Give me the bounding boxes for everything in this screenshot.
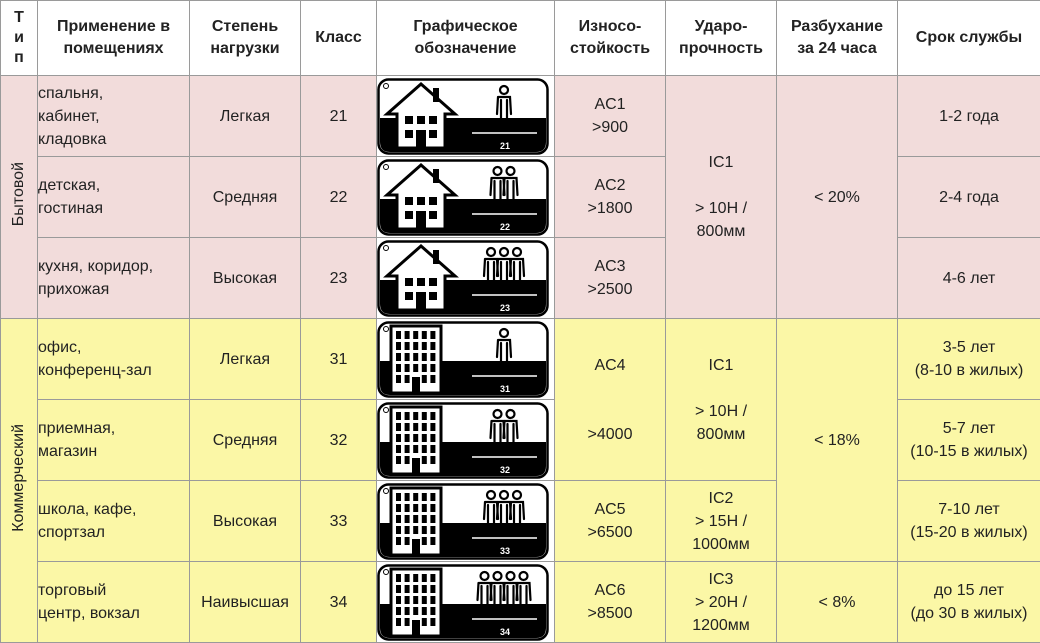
group-home: [1, 76, 38, 319]
table-row: [1, 319, 1040, 400]
icon-class-label: 21: [500, 141, 510, 151]
office-building-icon: [377, 483, 549, 560]
cell-class: 31: [301, 319, 377, 400]
cell-service: 2-4 года: [898, 157, 1040, 238]
house-icon: [377, 159, 549, 236]
cell-symbol: [377, 562, 555, 643]
cell-swelling: < 8%: [777, 562, 898, 643]
cell-class: 33: [301, 481, 377, 562]
cell-impact: IC2 > 15Н / 1000мм: [666, 481, 777, 562]
cell-application: детская, гостиная: [38, 157, 190, 238]
cell-swelling-comm: < 18%: [777, 319, 898, 562]
cell-service: 3-5 лет (8-10 в жилых): [898, 319, 1040, 400]
cell-application: кухня, коридор, прихожая: [38, 238, 190, 319]
icon-class-label: 33: [500, 546, 510, 556]
cell-symbol: [377, 157, 555, 238]
office-building-icon: [377, 564, 549, 641]
icon-class-label: 32: [500, 465, 510, 475]
cell-symbol: [377, 238, 555, 319]
cell-load: Высокая: [190, 481, 301, 562]
header-impact: Ударо- прочность: [666, 1, 777, 76]
header-swelling: Разбухание за 24 часа: [777, 1, 898, 76]
cell-class: 21: [301, 76, 377, 157]
office-building-icon: [377, 402, 549, 479]
group-commercial: [1, 319, 38, 643]
cell-load: Легкая: [190, 76, 301, 157]
cell-service: до 15 лет (до 30 в жилых): [898, 562, 1040, 643]
table-row: [1, 76, 1040, 157]
icon-class-label: 22: [500, 222, 510, 232]
cell-impact-comm: IC1 > 10Н / 800мм: [666, 319, 777, 481]
cell-class: 23: [301, 238, 377, 319]
cell-class: 22: [301, 157, 377, 238]
cell-service: 5-7 лет (10-15 в жилых): [898, 400, 1040, 481]
house-icon: [377, 78, 549, 155]
header-load: Степень нагрузки: [190, 1, 301, 76]
cell-abrasion: AC2 >1800: [555, 157, 666, 238]
cell-symbol: [377, 400, 555, 481]
cell-class: 34: [301, 562, 377, 643]
icon-class-label: 31: [500, 384, 510, 394]
house-icon: [377, 240, 549, 317]
cell-application: торговый центр, вокзал: [38, 562, 190, 643]
cell-load: Легкая: [190, 319, 301, 400]
icon-class-label: 34: [500, 627, 510, 637]
cell-abrasion: AC5 >6500: [555, 481, 666, 562]
cell-load: Средняя: [190, 400, 301, 481]
header-row: [1, 1, 1040, 76]
header-symbol: Графическое обозначение: [377, 1, 555, 76]
group-home-label: Бытовой: [10, 162, 28, 226]
cell-abrasion: AC6 >8500: [555, 562, 666, 643]
cell-application: приемная, магазин: [38, 400, 190, 481]
cell-service: 7-10 лет (15-20 в жилых): [898, 481, 1040, 562]
cell-service: 1-2 года: [898, 76, 1040, 157]
cell-symbol: [377, 481, 555, 562]
cell-load: Средняя: [190, 157, 301, 238]
header-application: Применение в помещениях: [38, 1, 190, 76]
header-type: Т и п: [1, 1, 38, 76]
cell-load: Высокая: [190, 238, 301, 319]
cell-impact: IC3 > 20Н / 1200мм: [666, 562, 777, 643]
cell-impact-home: IC1 > 10Н / 800мм: [666, 76, 777, 319]
cell-service: 4-6 лет: [898, 238, 1040, 319]
cell-application: школа, кафе, спортзал: [38, 481, 190, 562]
group-commercial-label: Коммерческий: [10, 424, 28, 532]
cell-abrasion-comm: AC4 >4000: [555, 319, 666, 481]
cell-application: офис, конференц-зал: [38, 319, 190, 400]
cell-abrasion: AC1 >900: [555, 76, 666, 157]
cell-load: Наивысшая: [190, 562, 301, 643]
office-building-icon: [377, 321, 549, 398]
header-abrasion: Износо- стойкость: [555, 1, 666, 76]
icon-class-label: 23: [500, 303, 510, 313]
cell-swelling-home: < 20%: [777, 76, 898, 319]
cell-symbol: [377, 76, 555, 157]
header-service: Срок службы: [898, 1, 1040, 76]
cell-class: 32: [301, 400, 377, 481]
cell-symbol: [377, 319, 555, 400]
cell-application: спальня, кабинет, кладовка: [38, 76, 190, 157]
header-class: Класс: [301, 1, 377, 76]
table-row: [1, 562, 1040, 643]
cell-abrasion: AC3 >2500: [555, 238, 666, 319]
